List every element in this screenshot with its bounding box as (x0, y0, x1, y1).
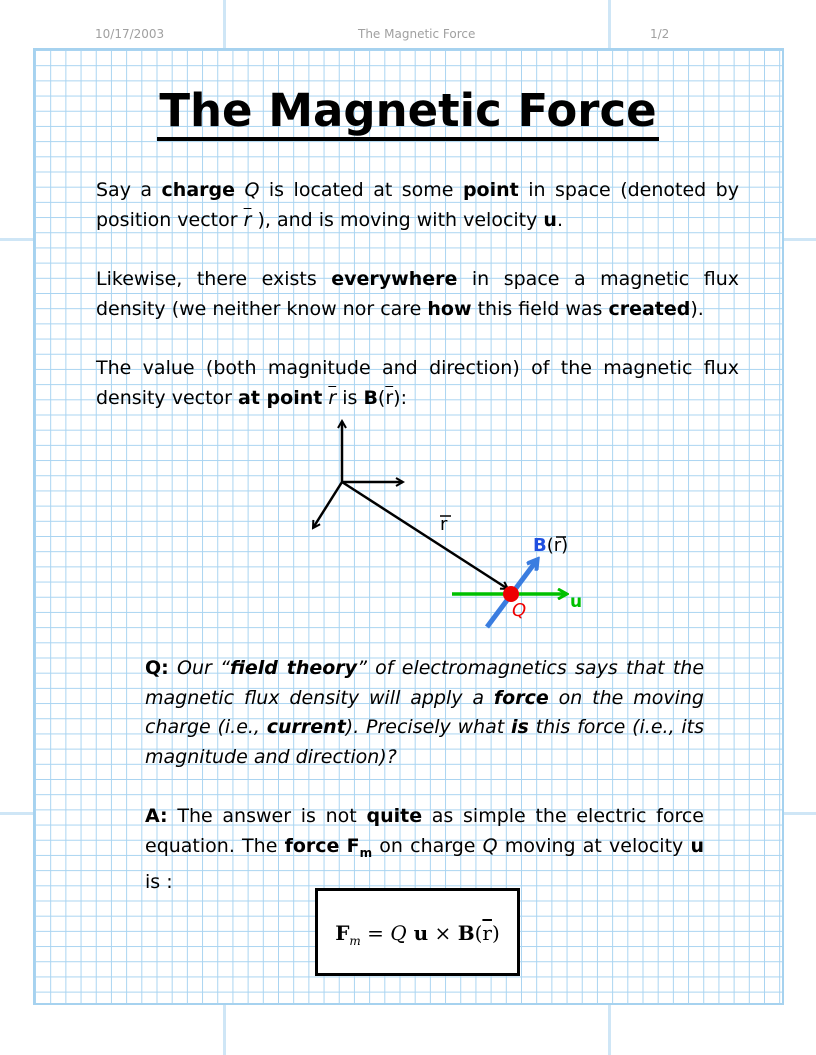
paragraph-flux-density: Likewise, there exists everywhere in space a magnetic flux density (we neither know nor care how this field was created). (96, 268, 739, 320)
paragraph-charge: Say a charge Q is located at some point in space (denoted by position vector $\overline{r}$ ), and is moving with velocity u. (96, 179, 739, 231)
x-axis-arrow (313, 482, 342, 528)
equation-box (315, 888, 520, 976)
question-block: Q: Our “field theory” of electromagnetics says that the magnetic flux density will apply a force on the moving charge (i.e., current). Precisely what is this force (i.e., its magnitude and direction)? (145, 657, 705, 768)
Q-label: Q (512, 600, 527, 621)
paragraph-flux-vector: The value (both magnitude and direction) of the magnetic flux density vector at point $\overline{r}$ is $B(\overline{r})$: (96, 357, 739, 409)
header-page-number: 1/2 (650, 27, 670, 41)
lorentz-force-equation: $F_m = Q$ $u \times B(\overline{r})$ (335, 921, 500, 948)
position-vector-arrow (342, 482, 508, 589)
u-label: u (570, 592, 583, 612)
B-label: B(r) (533, 535, 569, 556)
r-label: r (440, 514, 448, 535)
page-title: The Magnetic Force (0, 84, 816, 141)
header-title: The Magnetic Force (358, 27, 476, 41)
header-date: 10/17/2003 (95, 27, 165, 41)
answer-block: A: The answer is not quite as simple the electric force equation. The force $F_m$ on charge Q moving at velocity u is : (145, 805, 704, 893)
